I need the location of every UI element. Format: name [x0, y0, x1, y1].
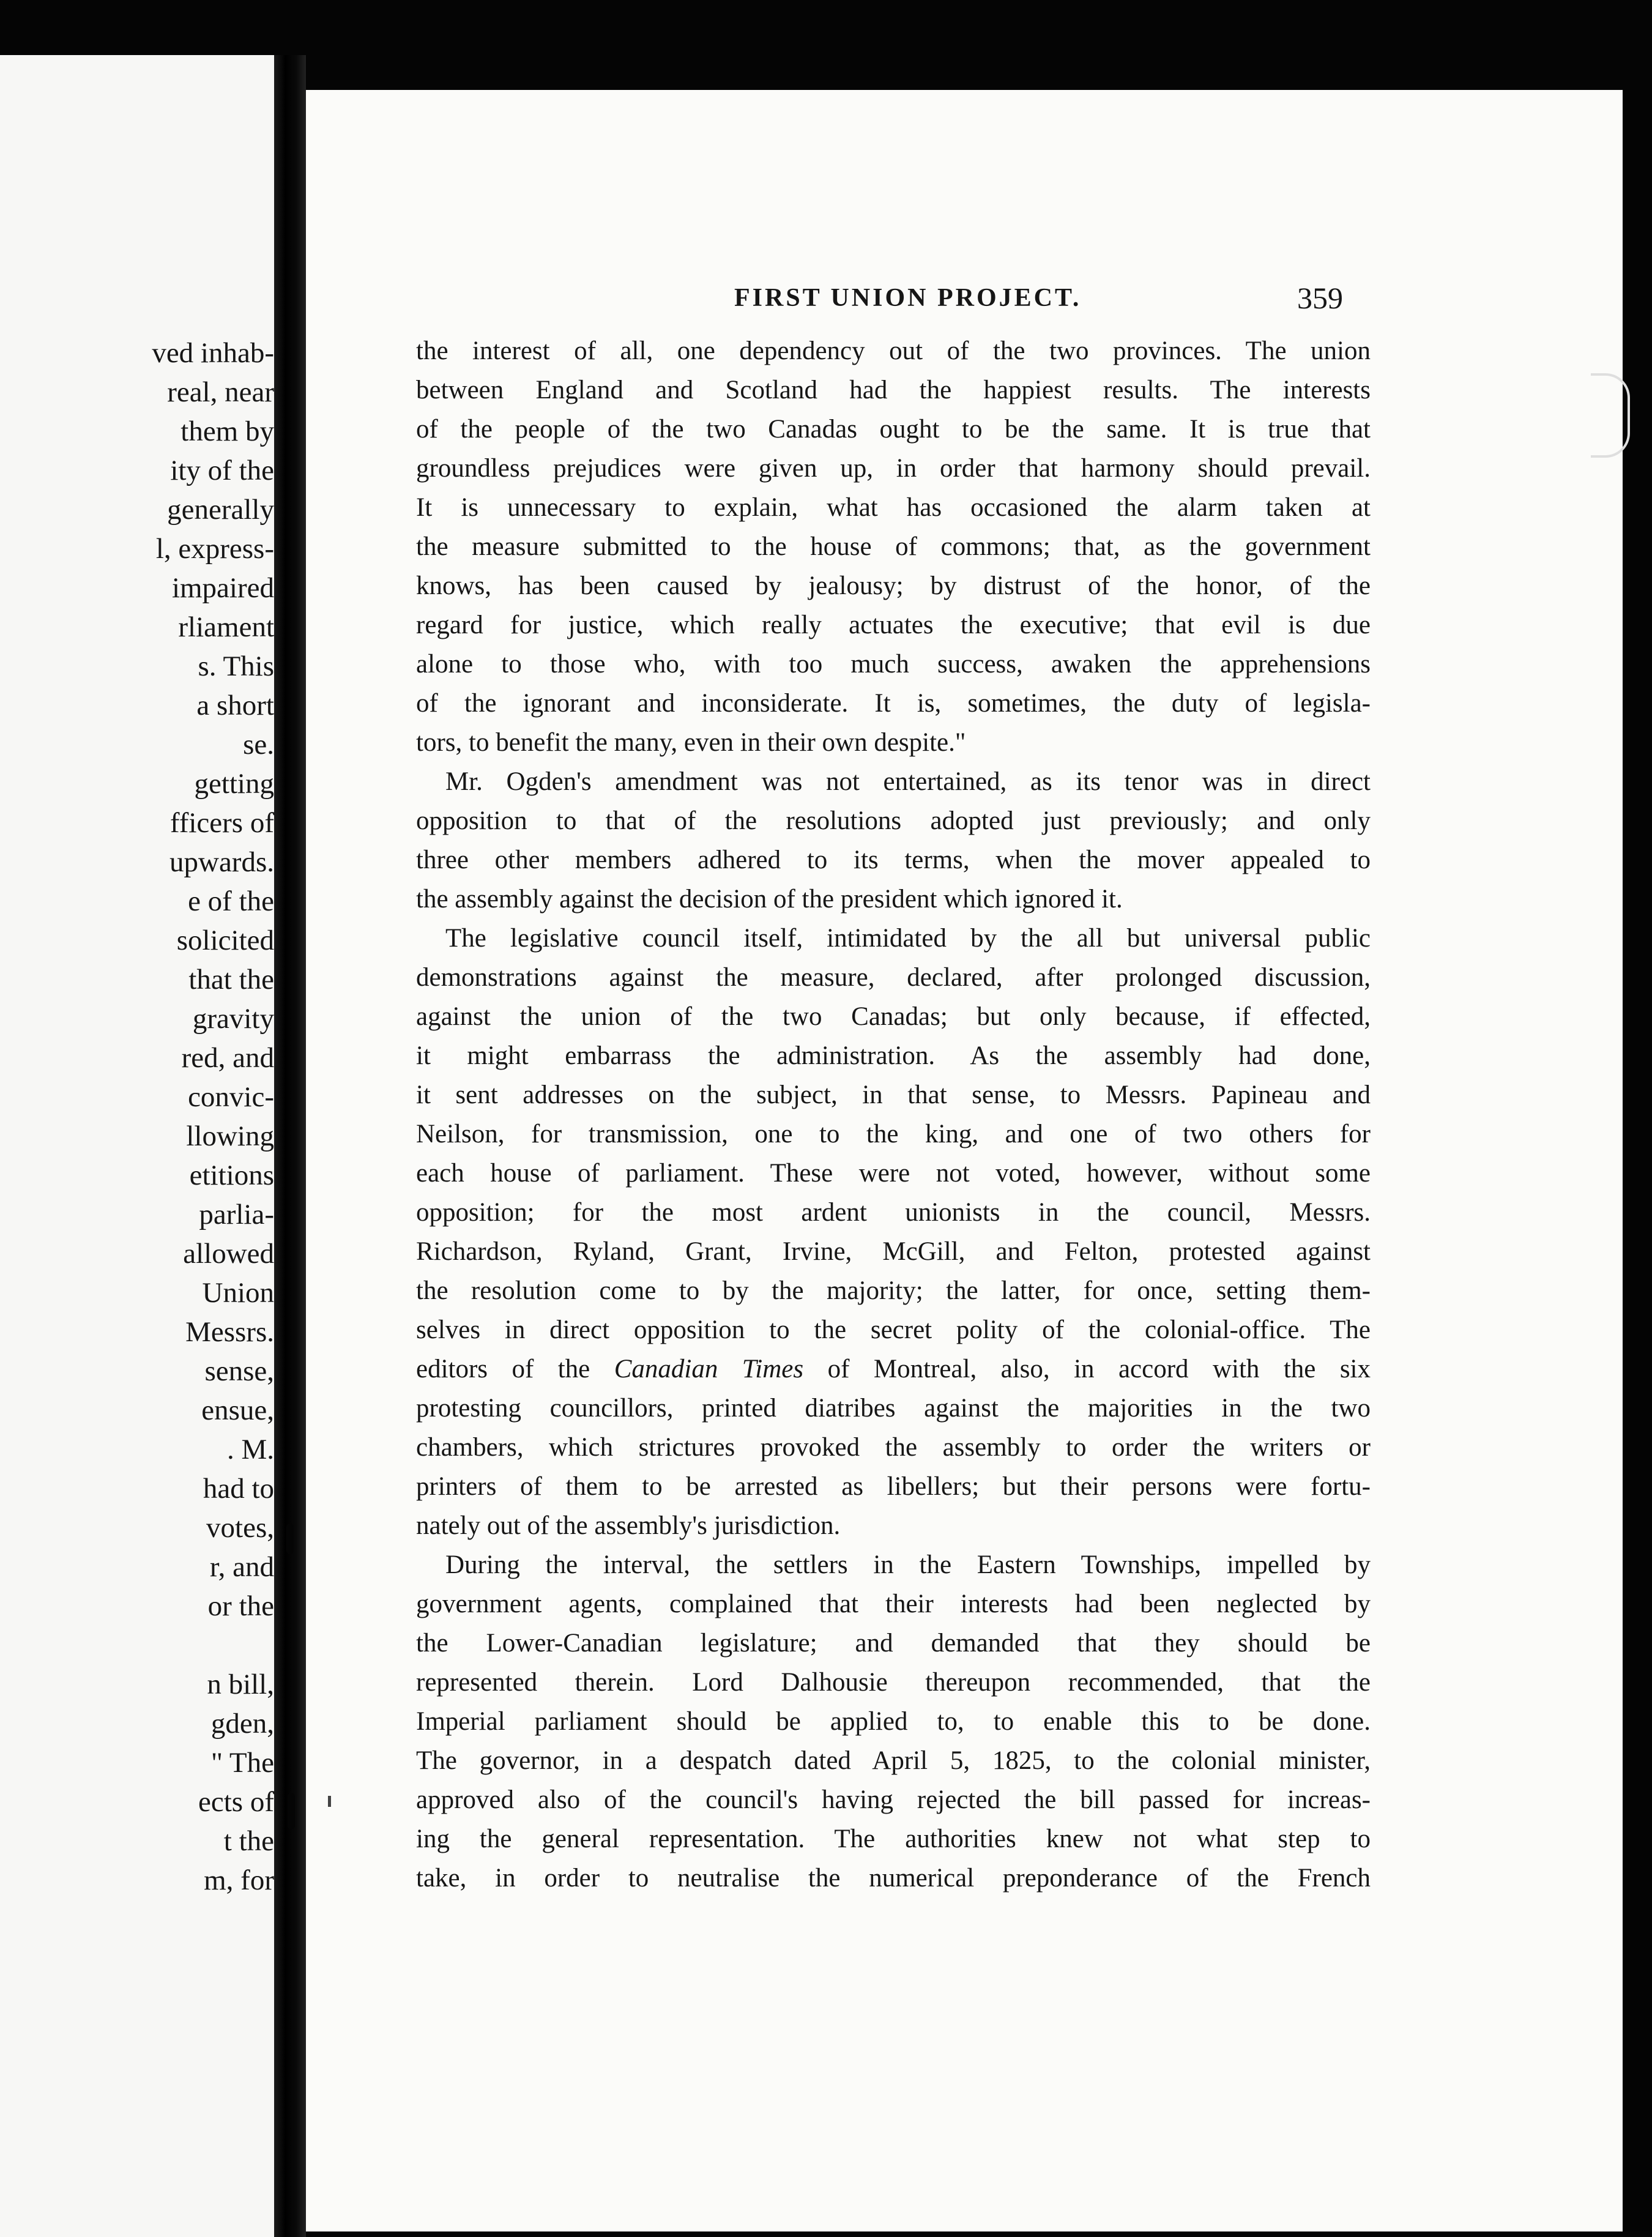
text-line: the assembly against the decision of the president which ignored it. [416, 885, 1123, 914]
left-page-line-fragment [5, 1626, 274, 1665]
scan-speck [328, 1796, 331, 1807]
left-page-line-fragment: rliament [178, 611, 274, 643]
text-line: chambers, which strictures provoked the assembly to order the writers or [416, 1433, 1371, 1462]
left-page-line-fragment: solicited [176, 925, 274, 956]
left-page-line-fragment: had to [203, 1473, 274, 1505]
text-line: government agents, complained that their interests had been neglected by [416, 1590, 1371, 1618]
left-page-line-fragment: red, and [181, 1042, 274, 1074]
left-page [0, 55, 274, 2237]
left-page-line-fragment: gden, [210, 1708, 274, 1740]
left-page-line-fragment: gravity [192, 1003, 274, 1035]
left-page-line-fragment: getting [194, 768, 274, 800]
page-edge-curl [1591, 373, 1630, 458]
left-page-line-fragment: m, for [204, 1864, 274, 1896]
text-line: three other members adhered to its terms, when the mover appealed to [416, 846, 1371, 874]
page-header [306, 274, 1623, 322]
left-page-line-fragment: that the [188, 964, 274, 996]
left-page-line-fragment: l, express- [155, 533, 274, 565]
text-line: The legislative council itself, intimidated by the all but universal public [445, 924, 1371, 953]
left-page-line-fragment: Messrs. [185, 1316, 274, 1348]
text-line: Neilson, for transmission, one to the king, and one of two others for [416, 1120, 1371, 1148]
left-page-line-fragment: ensue, [201, 1394, 274, 1426]
text-line: Richardson, Ryland, Grant, Irvine, McGill, and Felton, protested against [416, 1237, 1371, 1266]
text-line: Mr. Ogden's amendment was not entertained, as its tenor was in direct [445, 767, 1371, 796]
text-line: the measure submitted to the house of commons; that, as the government [416, 532, 1371, 561]
text-line: demonstrations against the measure, declared, after prolonged discussion, [416, 963, 1371, 992]
left-page-line-fragment: convic- [188, 1081, 274, 1113]
left-page-line-fragment: ects of [198, 1786, 274, 1818]
left-page-line-fragment: t the [223, 1825, 274, 1857]
left-page-line-fragment: . M. [226, 1434, 274, 1465]
left-page-line-fragment: r, and [209, 1551, 274, 1583]
left-page-line-fragment: " The [210, 1747, 274, 1779]
text-line: groundless prejudices were given up, in order that harmony should prevail. [416, 454, 1371, 483]
left-page-line-fragment: n bill, [207, 1669, 274, 1700]
left-page-line-fragment: llowing [186, 1120, 274, 1152]
body-text [416, 332, 1371, 1898]
text-line: alone to those who, with too much success, awaken the apprehensions [416, 650, 1371, 679]
text-line: nately out of the assembly's jurisdiction. [416, 1511, 841, 1540]
left-page-line-fragment: them by [180, 415, 274, 447]
text-line: regard for justice, which really actuates the executive; that evil is due [416, 611, 1371, 639]
text-line: During the interval, the settlers in the Eastern Townships, impelled by [445, 1550, 1371, 1579]
left-page-text-column [5, 333, 274, 1900]
left-page-line-fragment: upwards. [169, 846, 274, 878]
left-page-line-fragment: impaired [171, 572, 274, 604]
text-line: opposition to that of the resolutions adopted just previously; and only [416, 806, 1371, 835]
left-page-line-fragment: s. This [198, 650, 274, 682]
left-page-line-fragment: e of the [188, 885, 274, 917]
text-line: knows, has been caused by jealousy; by distrust of the honor, of the [416, 571, 1371, 600]
left-page-line-fragment: Union [202, 1277, 274, 1309]
right-page [306, 90, 1623, 2231]
text-line: printers of them to be arrested as libellers; but their persons were fortu- [416, 1472, 1371, 1501]
left-page-line-fragment: votes, [206, 1512, 274, 1544]
gutter-mark [286, 1524, 294, 1554]
text-line: it might embarrass the administration. As the assembly had done, [416, 1041, 1371, 1070]
left-page-line-fragment: fficers of [169, 807, 274, 839]
running-head: FIRST UNION PROJECT. [734, 284, 1082, 312]
left-page-line-fragment: parlia- [199, 1199, 274, 1230]
text-line: the interest of all, one dependency out of the two provinces. The union [416, 337, 1371, 365]
left-page-line-fragment: real, near [167, 376, 274, 408]
text-line: the resolution come to by the majority; the latter, for once, setting them- [416, 1276, 1371, 1305]
text-line: The governor, in a despatch dated April 5, 1825, to the colonial minister, [416, 1746, 1371, 1775]
text-line: tors, to benefit the many, even in their own despite." [416, 728, 966, 757]
text-line: approved also of the council's having rejected the bill passed for increas- [416, 1785, 1371, 1814]
left-page-line-fragment: ity of the [170, 455, 274, 486]
book-gutter [274, 55, 306, 2237]
left-page-line-fragment: se. [243, 729, 274, 761]
left-page-line-fragment: generally [167, 494, 274, 526]
text-line: the Lower-Canadian legislature; and demanded that they should be [416, 1629, 1371, 1658]
text-line: protesting councillors, printed diatribes against the majorities in the two [416, 1394, 1371, 1423]
left-page-line-fragment: a short [196, 690, 274, 721]
text-line: it sent addresses on the subject, in that sense, to Messrs. Papineau and [416, 1081, 1371, 1109]
text-line: ing the general representation. The authorities knew not what step to [416, 1825, 1371, 1853]
left-page-line-fragment: sense, [204, 1355, 274, 1387]
text-line: of the people of the two Canadas ought to be the same. It is true that [416, 415, 1371, 444]
text-line: of the ignorant and inconsiderate. It is, sometimes, the duty of legisla- [416, 689, 1371, 718]
page-number: 359 [1297, 281, 1343, 315]
text-line: editors of the Canadian Times of Montreal, also, in accord with the six [416, 1355, 1371, 1383]
text-line: It is unnecessary to explain, what has occasioned the alarm taken at [416, 493, 1371, 522]
left-page-line-fragment: ved inhab- [152, 337, 274, 369]
left-page-line-fragment: allowed [183, 1238, 274, 1270]
text-line: against the union of the two Canadas; but only because, if effected, [416, 1002, 1371, 1031]
text-line: between England and Scotland had the happiest results. The interests [416, 376, 1371, 404]
text-line: each house of parliament. These were not voted, however, without some [416, 1159, 1371, 1188]
text-line: selves in direct opposition to the secret polity of the colonial-office. The [416, 1316, 1371, 1344]
gutter-mark [288, 1793, 295, 1829]
text-line: take, in order to neutralise the numerical preponderance of the French [416, 1864, 1371, 1893]
text-line: represented therein. Lord Dalhousie thereupon recommended, that the [416, 1668, 1371, 1697]
left-page-line-fragment: or the [207, 1590, 274, 1622]
text-line: opposition; for the most ardent unionists in the council, Messrs. [416, 1198, 1371, 1227]
text-line: Imperial parliament should be applied to, to enable this to be done. [416, 1707, 1371, 1736]
left-page-line-fragment: etitions [189, 1159, 274, 1191]
scan-background-bottom [306, 2231, 1652, 2237]
